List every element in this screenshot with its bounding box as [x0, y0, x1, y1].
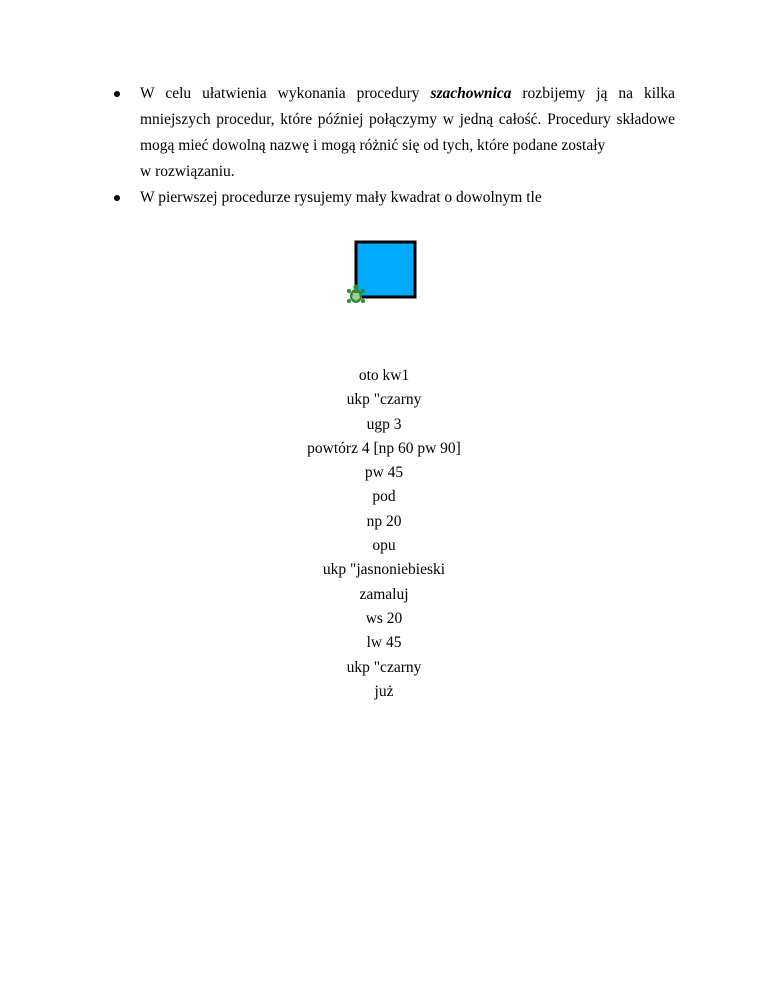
bullet-item-1 — [0, 81, 768, 185]
code-line: np 20 — [366, 512, 402, 530]
code-line: ukp "jasnoniebieski — [322, 561, 446, 579]
code-line: opu — [372, 537, 396, 555]
code-line: oto kw1 — [358, 367, 410, 384]
bullet-paragraph-2: W pierwszej procedurze rysujemy mały kwadrat o dowolnym tle — [140, 189, 542, 206]
code-line: powtórz 4 [np 60 pw 90] — [307, 439, 461, 457]
blue-square — [356, 242, 415, 297]
bullet-1-last-line: w rozwiązaniu. — [140, 163, 235, 180]
code-line: ws 20 — [365, 609, 403, 627]
bullet-dot-icon — [114, 91, 120, 97]
code-line: zamaluj — [359, 585, 409, 603]
code-line: pod — [372, 488, 396, 506]
procedure-name-emphasis: szachownica — [430, 85, 512, 102]
bullet-1-text-before: W celu ułatwienia wykonania procedury — [140, 85, 431, 102]
code-line: już — [374, 682, 394, 700]
code-line: lw 45 — [366, 634, 402, 652]
logo-code-listing — [0, 364, 768, 704]
code-line: pw 45 — [364, 464, 404, 482]
code-line: ukp "czarny — [346, 391, 422, 409]
code-line: ugp 3 — [366, 415, 402, 433]
turtle-square-drawing — [340, 232, 430, 312]
bullet-paragraph-1 — [140, 81, 675, 159]
bullet-dot-icon — [114, 195, 120, 201]
bullet-1-text-after: rozbijemy ją na kilka mniejszych procedur, które później połączymy w jedną całość. Procedury składowe mogą mieć dowolną nazwę i mogą różnić się od tych, które podane zostały — [140, 85, 675, 154]
code-line: ukp "czarny — [346, 658, 422, 676]
bullet-item-2 — [0, 185, 768, 211]
bullet-list — [0, 81, 768, 211]
